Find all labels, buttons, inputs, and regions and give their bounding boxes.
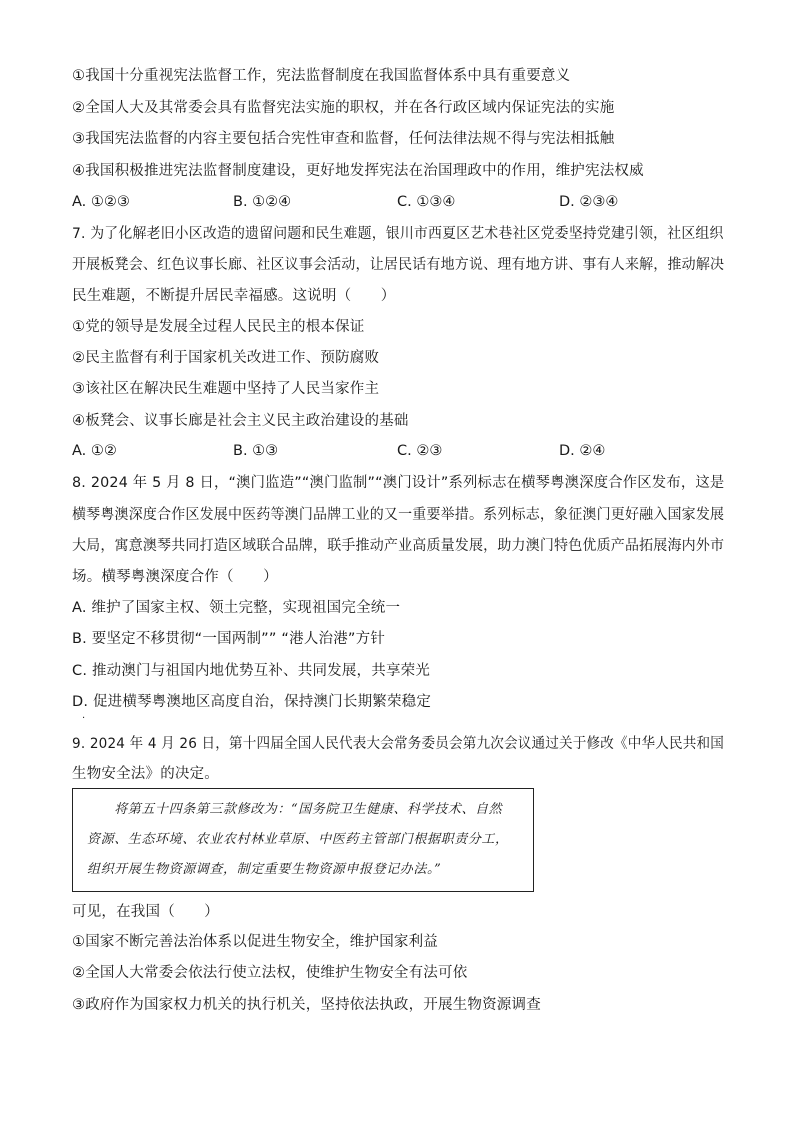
q8-stem-line-1: 8. 2024 年 5 月 8 日，“澳门监造”“澳门监制”“澳门设计”系列标志在横琴粤澳深度合作区发布，这是 <box>72 475 725 491</box>
q7-option-a: A. ①② <box>72 443 117 459</box>
q9-lead: 可见，在我国（ ） <box>72 904 219 920</box>
q6-item-2: ②全国人大及其常委会具有监督宪法实施的职权，并在各行政区域内保证宪法的实施 <box>72 100 615 116</box>
q6-item-1: ①我国十分重视宪法监督工作，宪法监督制度在我国监督体系中具有重要意义 <box>72 68 571 84</box>
q6-option-d: D. ②③④ <box>559 194 619 210</box>
q8-stem-line-3: 大局，寓意澳琴共同打造区域联合品牌，联手推动产业高质量发展，助力澳门特色优质产品拓展海内外市 <box>72 538 725 554</box>
q9-stem-line-1: 9. 2024 年 4 月 26 日，第十四届全国人民代表大会常务委员会第九次会议通过关于修改《中华人民共和国 <box>72 736 725 752</box>
q8-option-d: D. 促进横琴粤澳地区高度自治，保持澳门长期繁荣稳定 <box>72 694 432 710</box>
stray-mark: · <box>82 713 86 724</box>
quote-line-3: 组织开展生物资源调查，制定重要生物资源申报登记办法。” <box>87 862 442 877</box>
q7-stem-line-1: 7. 为了化解老旧小区改造的遗留问题和民生难题，银川市西夏区艺术巷社区党委坚持党建引领，社区组织 <box>72 226 724 242</box>
q8-option-a: A. 维护了国家主权、领土完整，实现祖国完全统一 <box>72 600 401 616</box>
q8-option-c: C. 推动澳门与祖国内地优势互补、共同发展，共享荣光 <box>72 663 431 679</box>
law-quote-box <box>72 788 534 892</box>
quote-line-2: 资源、生态环境、农业农村林业草原、中医药主管部门根据职责分工， <box>87 832 509 847</box>
q8-stem-line-4: 场。横琴粤澳深度合作（ ） <box>72 569 278 585</box>
q6-option-c: C. ①③④ <box>397 194 456 210</box>
q7-item-2: ②民主监督有利于国家机关改进工作、预防腐败 <box>72 350 380 366</box>
q7-item-3: ③该社区在解决民生难题中坚持了人民当家作主 <box>72 381 380 397</box>
q9-stem-line-2: 生物安全法》的决定。 <box>72 766 219 782</box>
quote-line-1: 将第五十四条第三款修改为：“国务院卫生健康、科学技术、自然 <box>87 802 503 817</box>
q6-option-b: B. ①②④ <box>233 194 292 210</box>
q9-item-2: ②全国人大常委会依法行使立法权，使维护生物安全有法可依 <box>72 965 468 981</box>
q9-item-1: ①国家不断完善法治体系以促进生物安全，维护国家利益 <box>72 934 438 950</box>
q8-stem-line-2: 横琴粤澳深度合作区发展中医药等澳门品牌工业的又一重要举措。系列标志，象征澳门更好融入国家发展 <box>72 507 725 523</box>
q7-option-d: D. ②④ <box>559 443 606 459</box>
q7-option-c: C. ②③ <box>397 443 443 459</box>
q7-stem-line-3: 民生难题，不断提升居民幸福感。这说明（ ） <box>72 288 396 304</box>
q7-option-b: B. ①③ <box>233 443 279 459</box>
q9-item-3: ③政府作为国家权力机关的执行机关，坚持依法执政，开展生物资源调查 <box>72 997 541 1013</box>
q7-stem-line-2: 开展板凳会、红色议事长廊、社区议事会活动，让居民话有地方说、理有地方讲、事有人来解，推动解决 <box>72 257 725 273</box>
q6-item-3: ③我国宪法监督的内容主要包括合宪性审查和监督，任何法律法规不得与宪法相抵触 <box>72 131 615 147</box>
q8-option-b: B. 要坚定不移贯彻“一国两制”” “港人治港”方针 <box>72 631 386 647</box>
q6-option-a: A. ①②③ <box>72 194 130 210</box>
q7-item-4: ④板凳会、议事长廊是社会主义民主政治建设的基础 <box>72 413 409 429</box>
q7-item-1: ①党的领导是发展全过程人民民主的根本保证 <box>72 319 365 335</box>
q6-item-4: ④我国积极推进宪法监督制度建设，更好地发挥宪法在治国理政中的作用，维护宪法权威 <box>72 163 644 179</box>
